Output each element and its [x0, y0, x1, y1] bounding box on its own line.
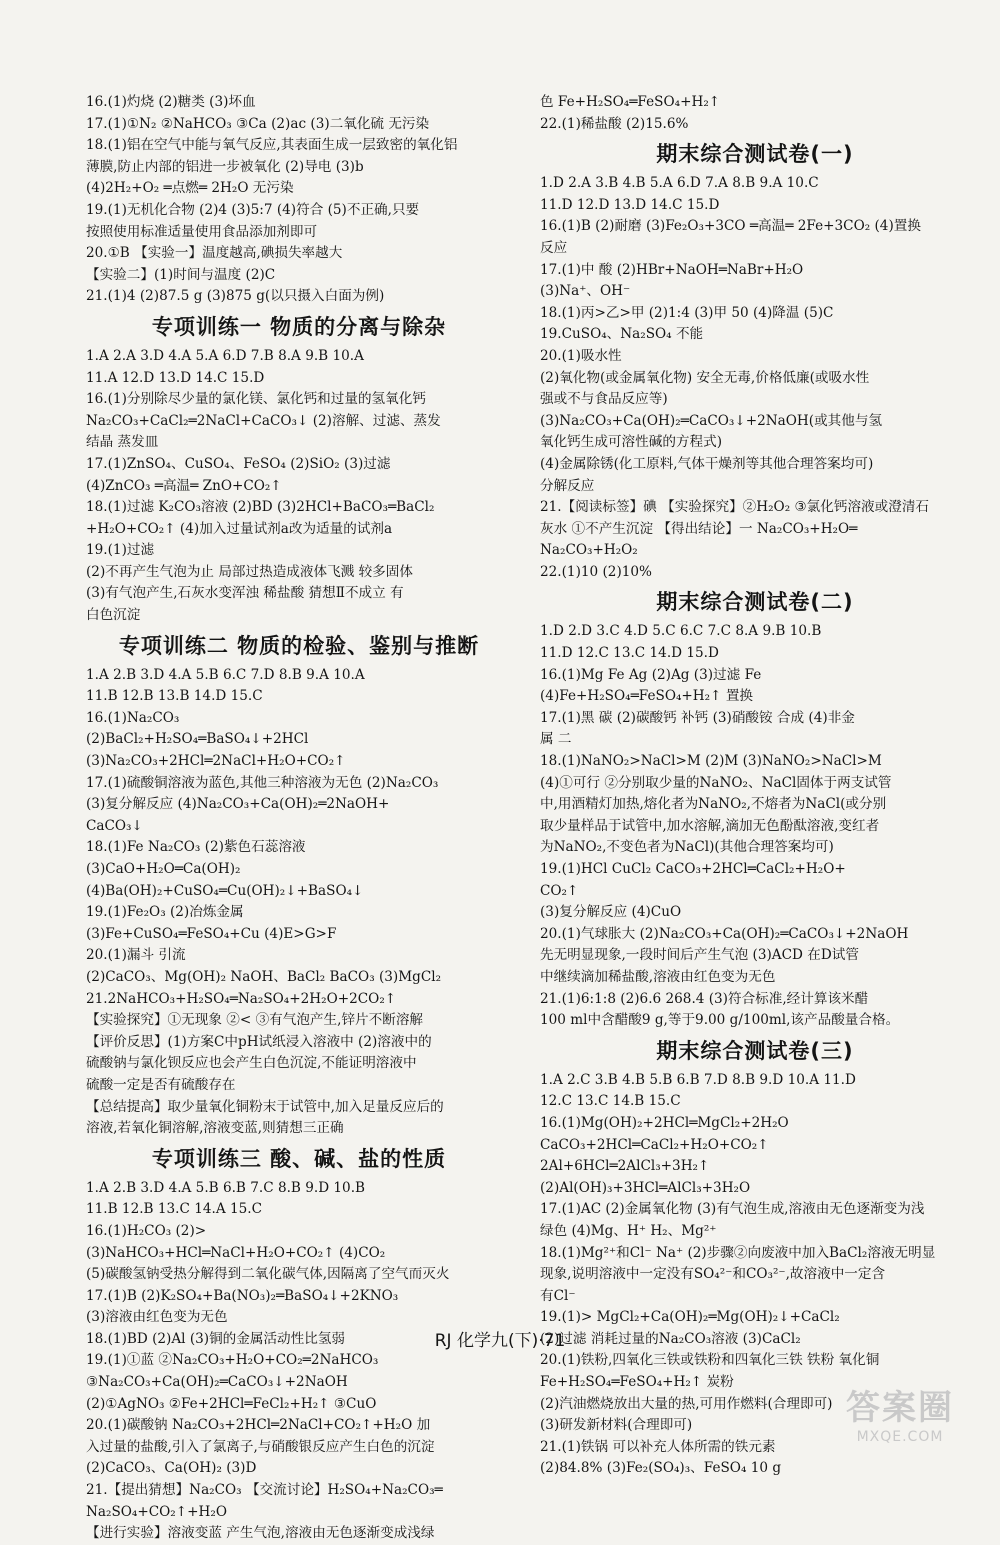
answer-line: 20.(1)铁粉,四氧化三铁或铁粉和四氧化三铁 铁粉 氧化铜 — [540, 1352, 880, 1369]
answer-line: 现象,说明溶液中一定没有SO₄²⁻和CO₃²⁻,故溶液中一定含 — [540, 1266, 886, 1283]
answer-line: 18.(1)丙>乙>甲 (2)1:4 (3)甲 50 (4)降温 (5)C — [540, 304, 834, 321]
answer-line: Na₂SO₄+CO₂↑+H₂O — [86, 1503, 227, 1520]
answer-line: (2)不再产生气泡为止 局部过热造成液体飞溅 较多固体 — [86, 563, 413, 580]
answer-line: (3)有气泡产生,石灰水变浑浊 稀盐酸 猜想Ⅱ不成立 有 — [86, 585, 404, 602]
answer-line: (4)Ba(OH)₂+CuSO₄═Cu(OH)₂↓+BaSO₄↓ — [86, 882, 364, 899]
answer-line: ③Na₂CO₃+Ca(OH)₂═CaCO₃↓+2NaOH — [86, 1374, 348, 1391]
answer-line: 22.(1)稀盐酸 (2)15.6% — [540, 115, 689, 132]
answer-line: (3)研发新材料(合理即可) — [540, 1417, 693, 1434]
answer-line: (2)CaCO₃、Ca(OH)₂ (3)D — [86, 1460, 257, 1477]
answer-line: 色 Fe+H₂SO₄═FeSO₄+H₂↑ — [540, 94, 721, 110]
answer-line: (2)Al(OH)₃+3HCl═AlCl₃+3H₂O — [540, 1179, 751, 1196]
answer-line: 灰水 ①不产生沉淀 【得出结论】一 Na₂CO₃+H₂O═ — [540, 520, 858, 537]
watermark-logo-text: 答案圈 — [846, 1388, 954, 1428]
answer-line: 16.(1)分别除尽少量的氯化镁、氯化钙和过量的氢氧化钙 — [86, 391, 426, 408]
answer-line: 属 二 — [540, 731, 572, 748]
answer-line: (3)溶液由红色变为无色 — [86, 1309, 228, 1326]
answer-line: 16.(1)B (2)耐磨 (3)Fe₂O₃+3CO ═高温═ 2Fe+3CO₂ (4)置换 — [540, 218, 921, 235]
answer-line: 入过量的盐酸,引入了氯离子,与硝酸银反应产生白色的沉淀 — [86, 1438, 435, 1455]
answer-line: 21.(1)铁锅 可以补充人体所需的铁元素 — [540, 1438, 776, 1455]
answer-line: 22.(1)10 (2)10% — [540, 563, 652, 580]
answer-line: 溶液,若氧化铜溶解,溶液变蓝,则猜想三正确 — [86, 1120, 344, 1137]
watermark — [820, 1388, 980, 1452]
answer-line: 20.①B 【实验一】温度越高,碘损失率越大 — [86, 245, 343, 262]
answer-line: (2)过滤 消耗过量的Na₂CO₃溶液 (3)CaCl₂ — [540, 1330, 801, 1347]
answer-line: 17.(1)AC (2)金属氧化物 (3)有气泡生成,溶液由无色逐渐变为浅 — [540, 1201, 925, 1218]
answer-line: 16.(1)Na₂CO₃ — [86, 709, 180, 726]
answer-line: 19.(1)HCl CuCl₂ CaCO₃+2HCl═CaCl₂+H₂O+ — [540, 861, 846, 877]
answer-line: 20.(1)吸水性 — [540, 347, 622, 364]
answer-line: 取少量样品于试管中,加水溶解,滴加无色酚酞溶液,变红者 — [540, 817, 880, 834]
answer-line: 1.A 2.B 3.D 4.A 5.B 6.B 7.C 8.B 9.D 10.B — [86, 1179, 366, 1196]
answer-line: 18.(1)NaNO₂>NaCl>M (2)M (3)NaNO₂>NaCl>M — [540, 753, 882, 770]
answer-line: 2Al+6HCl═2AlCl₃+3H₂↑ — [540, 1158, 710, 1175]
answer-line: 硫酸一定是否有硫酸存在 — [86, 1076, 236, 1093]
answer-line: 先无明显现象,一段时间后产生气泡 (3)ACD 在D试管 — [540, 947, 859, 964]
answer-line: 21.2NaHCO₃+H₂SO₄═Na₂SO₄+2H₂O+2CO₂↑ — [86, 990, 397, 1007]
answer-line: (2)CaCO₃、Mg(OH)₂ NaOH、BaCl₂ BaCO₃ (3)MgCl₂ — [86, 968, 442, 985]
answer-line: 100 ml中含醋酸9 g,等于9.00 g/100ml,该产品酸量合格。 — [540, 1012, 900, 1029]
answer-line: 11.A 12.D 13.D 14.C 15.D — [86, 369, 265, 386]
answer-line: CaCO₃↓ — [86, 817, 143, 834]
answer-line: 19.(1)> MgCl₂+Ca(OH)₂═Mg(OH)₂↓+CaCl₂ — [540, 1309, 840, 1326]
answer-line: (4)金属除锈(化工原料,气体干燥剂等其他合理答案均可) — [540, 455, 874, 472]
answer-line: (3)Na₂CO₃+2HCl═2NaCl+H₂O+CO₂↑ — [86, 753, 346, 770]
answer-line: 18.(1)过滤 K₂CO₃溶液 (2)BD (3)2HCl+BaCO₃═BaCl₂ — [86, 499, 435, 516]
answer-line: 17.(1)中 酸 (2)HBr+NaOH═NaBr+H₂O — [540, 261, 804, 278]
answer-line: (3)Fe+CuSO₄═FeSO₄+Cu (4)E>G>F — [86, 925, 337, 942]
answer-line: (4)①可行 ②分别取少量的NaNO₂、NaCl固体于两支试管 — [540, 774, 892, 791]
answer-line: (2)84.8% (3)Fe₂(SO₄)₃、FeSO₄ 10 g — [540, 1460, 782, 1477]
answer-line: 21.(1)4 (2)87.5 g (3)875 g(以只摄入白面为例) — [86, 288, 385, 305]
answer-line: 1.D 2.D 3.C 4.D 5.C 6.C 7.C 8.A 9.B 10.B — [540, 623, 822, 640]
answer-line: 17.(1)黑 碳 (2)碳酸钙 补钙 (3)硝酸铵 合成 (4)非金 — [540, 709, 855, 726]
answer-line: 按照使用标准适量使用食品添加剂即可 — [86, 223, 318, 240]
answer-line: CaCO₃+2HCl═CaCl₂+H₂O+CO₂↑ — [540, 1136, 769, 1153]
answer-line: 中,用酒精灯加热,熔化者为NaNO₂,不熔者为NaCl(或分别 — [540, 796, 887, 813]
answer-line: Na₂CO₃+H₂O₂ — [540, 542, 638, 559]
answer-line: 11.D 12.D 13.D 14.C 15.D — [540, 196, 720, 213]
answer-line: 19.CuSO₄、Na₂SO₄ 不能 — [540, 326, 704, 343]
section-heading: 期末综合测试卷(一) — [656, 142, 854, 167]
answer-line: 1.D 2.A 3.B 4.B 5.A 6.D 7.A 8.B 9.A 10.C — [540, 175, 819, 192]
answer-line: (2)氧化物(或金属氧化物) 安全无毒,价格低廉(或吸水性 — [540, 369, 870, 386]
answer-line: (2)①AgNO₃ ②Fe+2HCl═FeCl₂+H₂↑ ③CuO — [86, 1395, 377, 1412]
section-heading: 专项训练一 物质的分离与除杂 — [151, 314, 447, 339]
answer-line: 17.(1)①N₂ ②NaHCO₃ ③Ca (2)ac (3)二氧化硫 无污染 — [86, 115, 430, 132]
answer-line: 21.【提出猜想】Na₂CO₃ 【交流讨论】H₂SO₄+Na₂CO₃═ — [86, 1482, 443, 1499]
answer-line: 有Cl⁻ — [540, 1287, 576, 1304]
answer-line: 【总结提高】取少量氧化铜粉末于试管中,加入足量反应后的 — [86, 1098, 444, 1115]
answer-line: (3)NaHCO₃+HCl═NaCl+H₂O+CO₂↑ (4)CO₂ — [86, 1244, 386, 1261]
answer-line: 反应 — [540, 239, 568, 256]
answer-line: 1.A 2.B 3.D 4.A 5.B 6.C 7.D 8.B 9.A 10.A — [86, 666, 365, 683]
answer-line: Na₂CO₃+CaCl₂═2NaCl+CaCO₃↓ (2)溶解、过滤、蒸发 — [86, 412, 441, 429]
answer-line: 【进行实验】溶液变蓝 产生气泡,溶液由无色逐渐变成浅绿 — [86, 1525, 435, 1542]
answer-line: (3)Na₂CO₃+Ca(OH)₂═CaCO₃↓+2NaOH(或其他与氢 — [540, 412, 883, 429]
answer-line: (2)BaCl₂+H₂SO₄═BaSO₄↓+2HCl — [86, 731, 309, 748]
answer-line: 16.(1)灼烧 (2)糖类 (3)坏血 — [86, 94, 256, 110]
answer-line: (3)复分解反应 (4)CuO — [540, 904, 682, 921]
answer-line: 1.A 2.C 3.B 4.B 5.B 6.B 7.D 8.B 9.D 10.A 11.D — [540, 1071, 856, 1088]
answer-line: 1.A 2.A 3.D 4.A 5.A 6.D 7.B 8.A 9.B 10.A — [86, 347, 364, 364]
answer-line: (2)汽油燃烧放出大量的热,可用作燃料(合理即可) — [540, 1395, 833, 1412]
answer-line: (4)ZnCO₃ ═高温═ ZnO+CO₂↑ — [86, 477, 282, 494]
answer-line: 12.C 13.C 14.B 15.C — [540, 1093, 681, 1110]
answer-line: 18.(1)Mg²⁺和Cl⁻ Na⁺ (2)步骤②向废液中加入BaCl₂溶液无明显 — [540, 1244, 936, 1261]
answer-line: 18.(1)Fe Na₂CO₃ (2)紫色石蕊溶液 — [86, 839, 306, 856]
section-heading: 专项训练二 物质的检验、鉴别与推断 — [118, 633, 480, 658]
answer-line: 结晶 蒸发皿 — [86, 434, 159, 451]
answer-line: 11.B 12.B 13.C 14.A 15.C — [86, 1201, 262, 1218]
answer-line: (3)CaO+H₂O═Ca(OH)₂ — [86, 861, 241, 877]
answer-line: 17.(1)硫酸铜溶液为蓝色,其他三种溶液为无色 (2)Na₂CO₃ — [86, 774, 439, 791]
answer-line: 21.(1)6:1:8 (2)6.6 268.4 (3)符合标准,经计算该米醋 — [540, 990, 869, 1007]
answer-line: 19.(1)Fe₂O₃ (2)冶炼金属 — [86, 904, 244, 921]
answer-line: 16.(1)H₂CO₃ (2)> — [86, 1222, 207, 1239]
answer-line: 17.(1)B (2)K₂SO₄+Ba(NO₃)₂═BaSO₄↓+2KNO₃ — [86, 1287, 399, 1304]
answer-line: 20.(1)漏斗 引流 — [86, 947, 186, 964]
answer-line: 18.(1)BD (2)Al (3)铜的金属活动性比氢弱 — [86, 1330, 346, 1347]
section-heading: 专项训练三 酸、碱、盐的性质 — [151, 1146, 447, 1171]
answer-line: 【实验探究】①无现象 ②< ③有气泡产生,锌片不断溶解 — [86, 1012, 424, 1029]
answer-line: 【评价反思】(1)方案C中pH试纸浸入溶液中 (2)溶液中的 — [86, 1033, 432, 1050]
answer-line: (4)2H₂+O₂ ═点燃═ 2H₂O 无污染 — [86, 180, 294, 197]
answer-line: 绿色 (4)Mg、H⁺ H₂、Mg²⁺ — [540, 1222, 717, 1239]
answer-line: 18.(1)铝在空气中能与氧气反应,其表面生成一层致密的氧化铝 — [86, 137, 458, 154]
answer-line: 20.(1)碳酸钠 Na₂CO₃+2HCl═2NaCl+CO₂↑+H₂O 加 — [86, 1417, 431, 1434]
section-heading: 期末综合测试卷(二) — [656, 590, 854, 615]
answer-line: 中继续滴加稀盐酸,溶液由红色变为无色 — [540, 968, 776, 985]
answer-line: 20.(1)气球胀大 (2)Na₂CO₃+Ca(OH)₂═CaCO₃↓+2NaOH — [540, 925, 909, 942]
answer-line: 16.(1)Mg Fe Ag (2)Ag (3)过滤 Fe — [540, 666, 762, 683]
answer-line: 21.【阅读标签】碘 【实验探究】②H₂O₂ ③氯化钙溶液或澄清石 — [540, 499, 929, 516]
answer-line: 【实验二】(1)时间与温度 (2)C — [86, 266, 276, 283]
answer-line: 16.(1)Mg(OH)₂+2HCl═MgCl₂+2H₂O — [540, 1114, 789, 1131]
answer-line: 11.D 12.C 13.C 14.D 15.D — [540, 645, 719, 662]
answer-line: 为NaNO₂,不变色者为NaCl)(其他合理答案均可) — [540, 839, 834, 856]
answer-line: 薄膜,防止内部的铝进一步被氧化 (2)导电 (3)b — [86, 158, 364, 175]
answer-line: (3)Na⁺、OH⁻ — [540, 283, 631, 300]
section-heading: 期末综合测试卷(三) — [656, 1038, 854, 1063]
answer-line: 19.(1)无机化合物 (2)4 (3)5:7 (4)符合 (5)不正确,只要 — [86, 201, 420, 218]
answer-line: 11.B 12.B 13.B 14.D 15.C — [86, 688, 263, 705]
answer-line: 19.(1)过滤 — [86, 542, 155, 559]
answer-line: Fe+H₂SO₄═FeSO₄+H₂↑ 炭粉 — [540, 1374, 734, 1391]
answer-line: 氧化钙生成可溶性碱的方程式) — [540, 434, 723, 451]
answer-line: 分解反应 — [540, 477, 595, 494]
answer-line: 强或不与食品反应等) — [540, 391, 668, 408]
answer-line: 17.(1)ZnSO₄、CuSO₄、FeSO₄ (2)SiO₂ (3)过滤 — [86, 455, 391, 472]
answer-line: +H₂O+CO₂↑ (4)加入过量试剂a改为适量的试剂a — [86, 520, 393, 537]
answer-line: 19.(1)①蓝 ②Na₂CO₃+H₂O+CO₂═2NaHCO₃ — [86, 1352, 379, 1369]
answer-line: (3)复分解反应 (4)Na₂CO₃+Ca(OH)₂═2NaOH+ — [86, 796, 390, 813]
answer-line: CO₂↑ — [540, 882, 579, 899]
answer-line: 硫酸钠与氯化钡反应也会产生白色沉淀,不能证明溶液中 — [86, 1055, 417, 1072]
answer-line: (5)碳酸氢钠受热分解得到二氧化碳气体,因隔离了空气而灭火 — [86, 1266, 450, 1283]
page-footer: RJ 化学九(下)·71 — [434, 1331, 566, 1351]
watermark-url: MXQE.COM — [856, 1429, 944, 1445]
right-column — [540, 92, 970, 1480]
answer-line: 白色沉淀 — [86, 607, 141, 624]
answer-line: (4)Fe+H₂SO₄═FeSO₄+H₂↑ 置换 — [540, 688, 754, 705]
